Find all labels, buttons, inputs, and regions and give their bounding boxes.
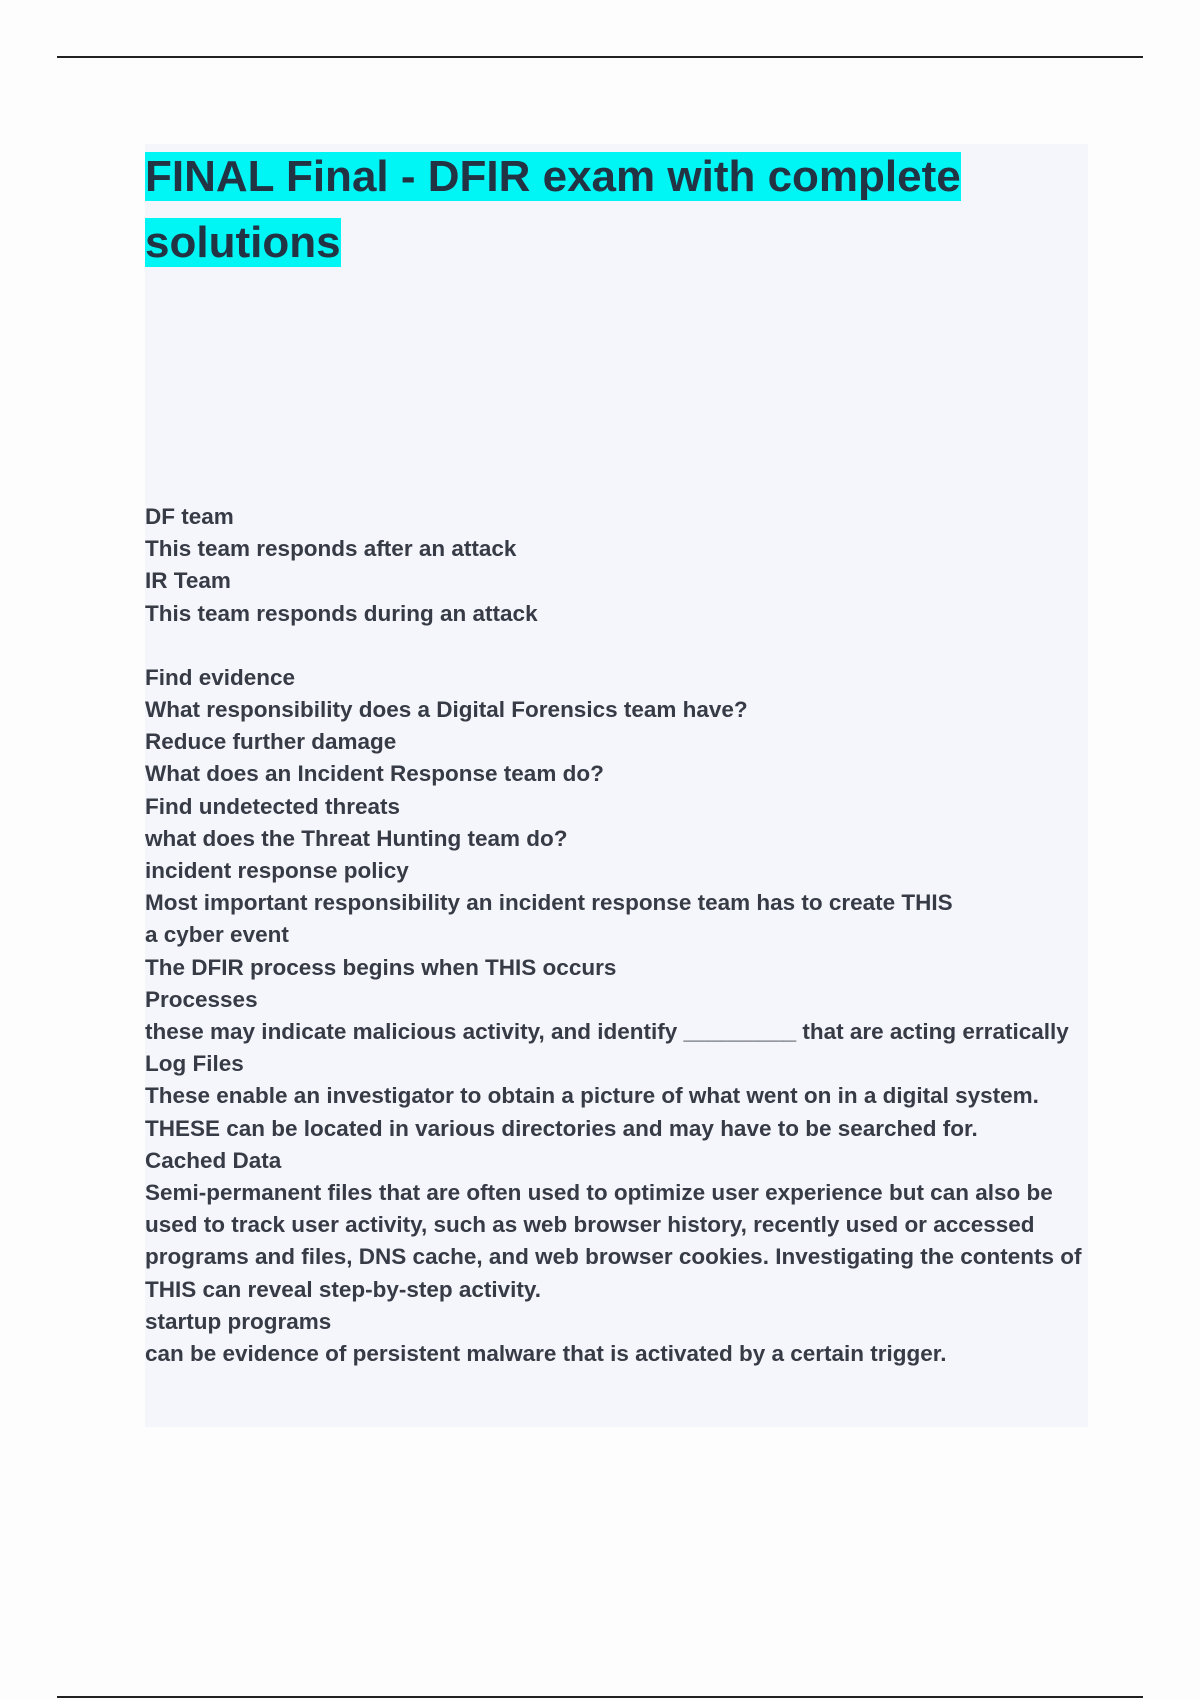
title-highlight: FINAL Final - DFIR exam with complete solutions bbox=[145, 152, 961, 267]
question: these may indicate malicious activity, and identify _________ that are acting erratically bbox=[145, 1019, 1069, 1045]
answer: Log Files bbox=[145, 1051, 244, 1077]
term: DF team bbox=[145, 504, 234, 529]
answer: Processes bbox=[145, 986, 258, 1012]
answer: Cached Data bbox=[145, 1147, 282, 1173]
document-content bbox=[145, 144, 1088, 1427]
question: Most important responsibility an incident response team has to create THIS bbox=[145, 890, 953, 916]
document-title bbox=[145, 144, 1088, 276]
question: What responsibility does a Digital Forensics team have? bbox=[145, 697, 748, 723]
question: These enable an investigator to obtain a picture of what went on in a digital system. THESE can be located in various directories and may have to be searched for. bbox=[145, 1083, 1039, 1141]
question: What does an Incident Response team do? bbox=[145, 761, 604, 787]
qa-list bbox=[145, 501, 1088, 1370]
header-rule bbox=[57, 56, 1143, 58]
definition: This team responds during an attack bbox=[145, 600, 538, 626]
answer: a cyber event bbox=[145, 922, 289, 948]
footer-rule bbox=[57, 1696, 1143, 1698]
answer: Reduce further damage bbox=[145, 729, 397, 755]
answer: Find evidence bbox=[145, 664, 296, 690]
term: IR Team bbox=[145, 568, 231, 594]
question: The DFIR process begins when THIS occurs bbox=[145, 954, 617, 980]
question: can be evidence of persistent malware that is activated by a certain trigger. bbox=[145, 1341, 947, 1367]
answer: Find undetected threats bbox=[145, 793, 401, 819]
question: Semi-permanent files that are often used to optimize user experience but can also be used to track user activity, such as web browser history, recently used or accessed programs and files, DNS cache, and web browser cookies. Investigating the contents of THIS can reveal step-by-step activity. bbox=[145, 1180, 1082, 1302]
block-spacer bbox=[145, 630, 1088, 662]
question: what does the Threat Hunting team do? bbox=[145, 825, 568, 851]
answer: startup programs bbox=[145, 1308, 332, 1334]
answer: incident response policy bbox=[145, 858, 409, 884]
definition: This team responds after an attack bbox=[145, 536, 517, 562]
